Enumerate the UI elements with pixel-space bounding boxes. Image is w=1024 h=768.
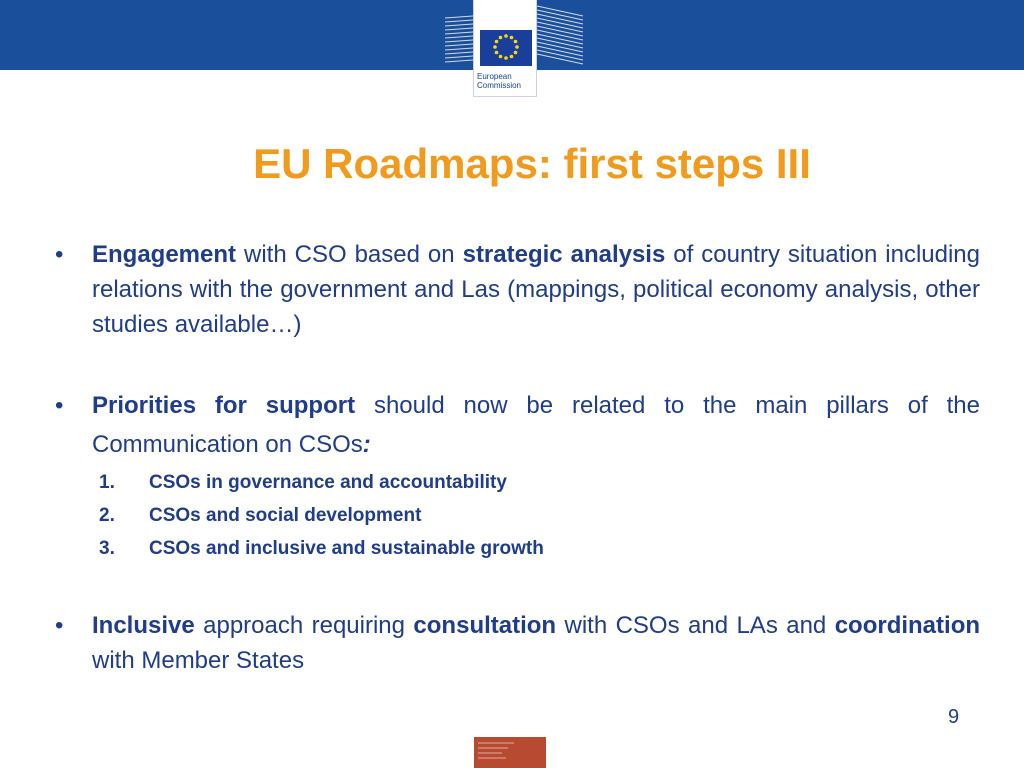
- bullet-text-b: of country situation including relations with the government and Las (mappings, political economy analysis, other studies available…): [92, 241, 980, 338]
- list-item: [99, 466, 799, 499]
- bullet-text: [92, 608, 980, 678]
- footer-logo-icon: [478, 741, 514, 763]
- bullet-inclusive: [55, 608, 980, 678]
- bullet-text: [92, 237, 980, 342]
- list-item-label: CSOs and social development: [149, 505, 422, 526]
- list-item-number: 3.: [99, 538, 115, 559]
- bullet-priorities: [55, 386, 980, 464]
- bullet-text-b: with CSOs and LAs and: [556, 612, 835, 639]
- european-commission-logo: [443, 0, 589, 97]
- bullet-text-a: with CSO based on: [236, 241, 463, 268]
- footer-logo: [474, 737, 546, 768]
- bullet-text: [92, 386, 980, 464]
- bullet-dot: •: [55, 241, 64, 268]
- list-item-label: CSOs and inclusive and sustainable growth: [149, 538, 544, 559]
- bullet-bold-lead: Priorities for support: [92, 392, 356, 419]
- eu-flag-icon: [480, 30, 532, 66]
- slide-title: EU Roadmaps: first steps III: [253, 140, 811, 187]
- logo-line-2: Commission: [477, 81, 522, 90]
- bullet-dot: •: [55, 392, 64, 419]
- list-item: [99, 499, 799, 532]
- bullet-tail: :: [362, 431, 371, 458]
- bullet-text-a: approach requiring: [194, 612, 414, 639]
- pillars-list: [99, 466, 799, 565]
- bullet-bold-lead: Engagement: [92, 241, 237, 268]
- logo-wordmark: [477, 72, 521, 90]
- list-item-number: 2.: [99, 505, 115, 526]
- list-item-number: 1.: [99, 472, 115, 493]
- bullet-bold-mid: strategic analysis: [462, 241, 666, 268]
- bullet-bold-c: coordination: [834, 612, 981, 639]
- bullet-bold-lead: Inclusive: [92, 612, 195, 639]
- bullet-engagement: [55, 237, 980, 342]
- logo-line-1: European: [477, 72, 512, 81]
- list-item-label: CSOs in governance and accountability: [149, 472, 507, 493]
- list-item: [99, 532, 799, 565]
- page-number: 9: [948, 706, 960, 728]
- bullet-text-c: with Member States: [92, 647, 305, 674]
- bullet-bold-mid: consultation: [413, 612, 557, 639]
- logo-panel: [473, 0, 537, 97]
- bullet-dot: •: [55, 612, 64, 639]
- bullet-text-a: should now be related to the main pillars of the Communication on CSOs: [92, 392, 980, 458]
